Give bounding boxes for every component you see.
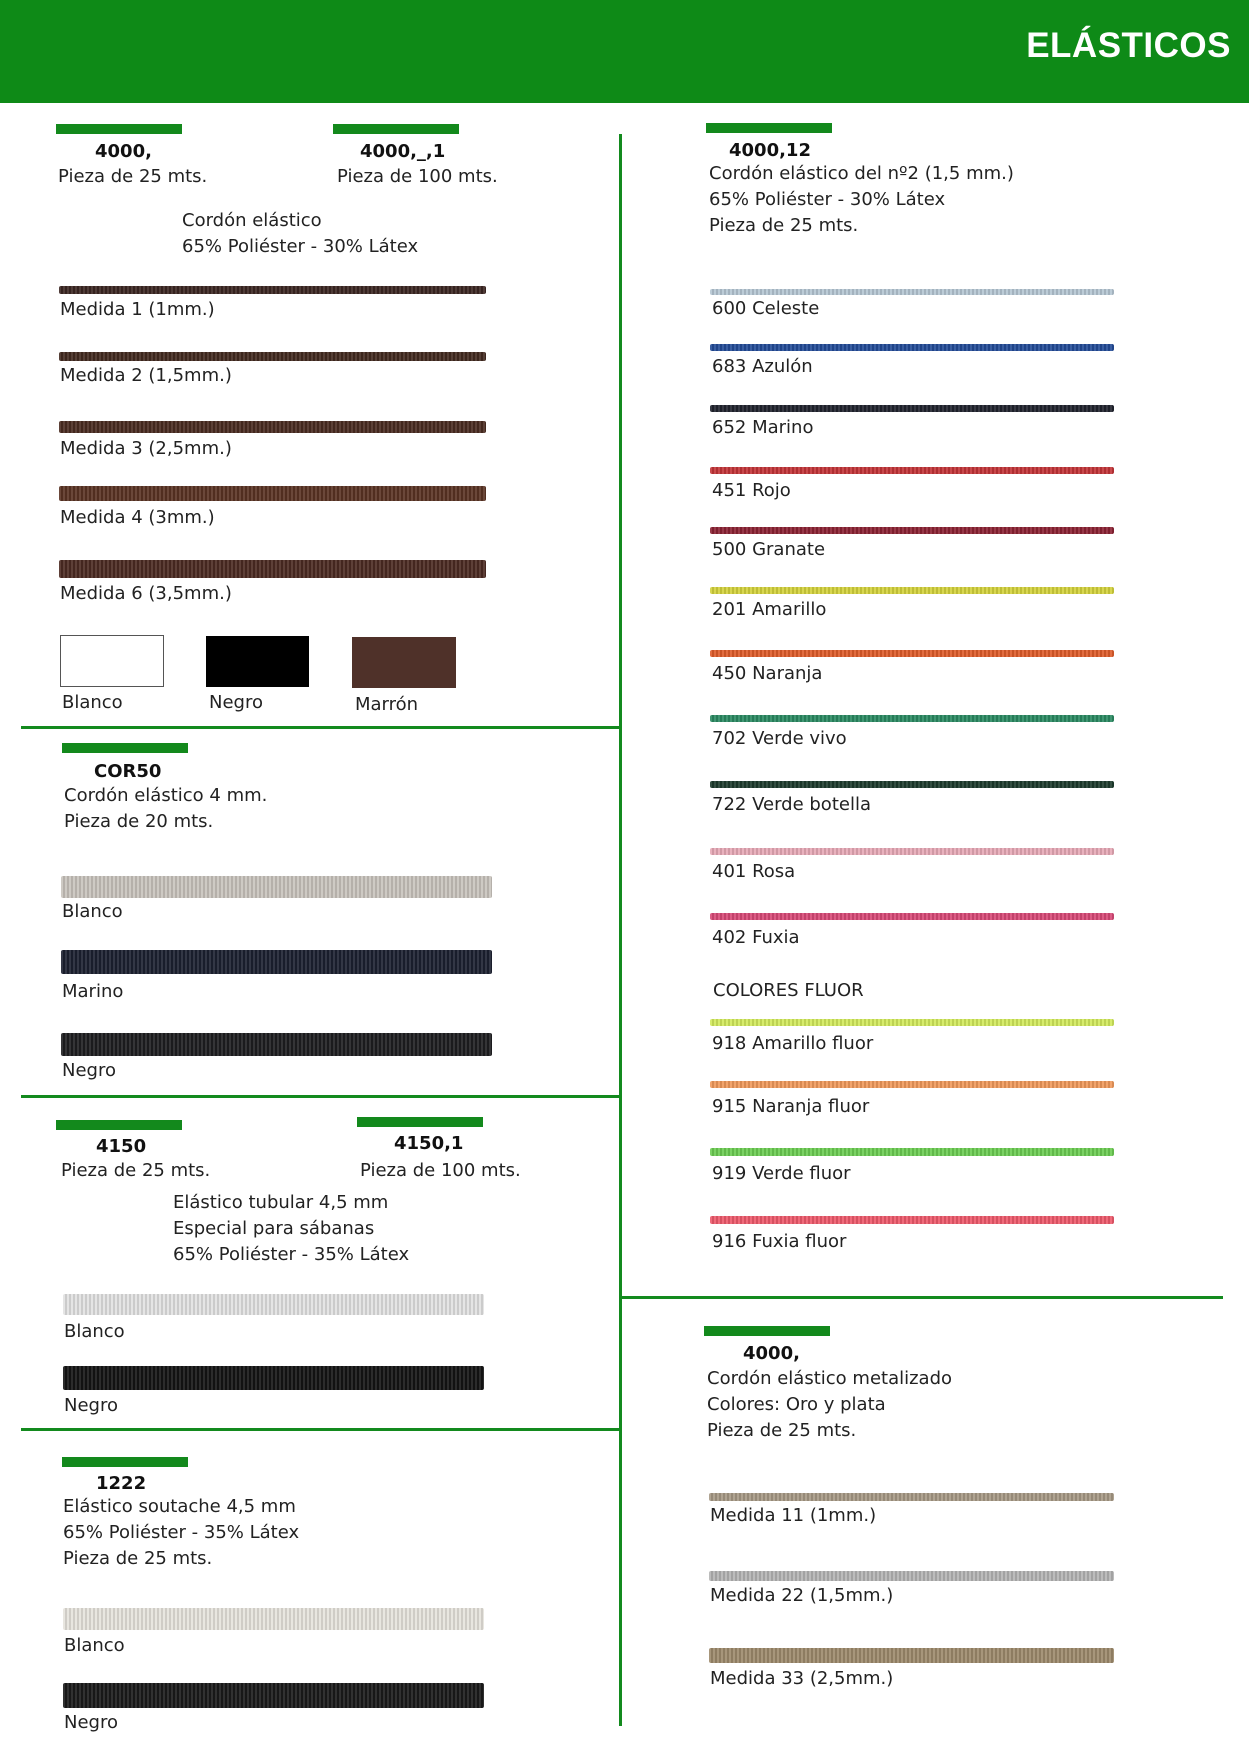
product-code: 4150,1 (394, 1133, 464, 1154)
piece-length: Pieza de 100 mts. (360, 1160, 521, 1181)
section-divider (21, 1095, 621, 1098)
swatch-label: Marrón (355, 694, 419, 715)
cord-label: 916 Fuxia fluor (712, 1231, 847, 1252)
cord-label: 702 Verde vivo (712, 728, 847, 749)
cord-sample (709, 1648, 1114, 1663)
piece-length: Pieza de 20 mts. (64, 811, 214, 832)
piece-length: Pieza de 25 mts. (58, 166, 208, 187)
cord-label: 201 Amarillo (712, 599, 827, 620)
cord-sample (61, 876, 492, 898)
cord-sample (710, 1216, 1114, 1224)
cord-label: Marino (62, 981, 124, 1002)
cord-label: 652 Marino (712, 417, 814, 438)
cord-label: Negro (62, 1060, 116, 1081)
color-swatch-black (206, 636, 309, 687)
section-marker (62, 1457, 188, 1467)
cord-sample (710, 1148, 1114, 1156)
cord-sample (63, 1683, 484, 1708)
cord-sample (59, 352, 486, 361)
page-title: ELÁSTICOS (1026, 26, 1231, 65)
color-swatch-brown (352, 637, 456, 688)
cord-sample (710, 344, 1114, 351)
piece-length: Pieza de 100 mts. (337, 166, 498, 187)
product-description: Cordón elástico del nº2 (1,5 mm.) (709, 163, 1014, 184)
cord-label: 451 Rojo (712, 480, 791, 501)
cord-sample (710, 527, 1114, 534)
cord-label: Blanco (64, 1635, 125, 1656)
cord-label: 722 Verde botella (712, 794, 871, 815)
cord-label: Medida 2 (1,5mm.) (60, 365, 232, 386)
product-description: Cordón elástico 4 mm. (64, 785, 268, 806)
cord-sample (63, 1608, 484, 1630)
cord-label: Medida 11 (1mm.) (710, 1505, 877, 1526)
cord-label: Medida 1 (1mm.) (60, 299, 215, 320)
product-code: 4000,12 (729, 140, 811, 161)
section-divider (21, 726, 621, 729)
column-divider (619, 134, 622, 1726)
section-marker (56, 1120, 182, 1130)
cord-sample (710, 781, 1114, 788)
product-composition: 65% Poliéster - 30% Látex (709, 189, 946, 210)
cord-sample (63, 1366, 484, 1390)
swatch-label: Negro (209, 692, 263, 713)
cord-sample (61, 1033, 492, 1056)
cord-label: Medida 3 (2,5mm.) (60, 438, 232, 459)
product-description: Elástico soutache 4,5 mm (63, 1496, 296, 1517)
product-colors: Colores: Oro y plata (707, 1394, 886, 1415)
cord-sample (59, 560, 486, 578)
section-marker (56, 124, 182, 134)
cord-sample (710, 467, 1114, 474)
product-code: 4000, (95, 141, 152, 162)
section-marker (62, 743, 188, 753)
color-swatch-white (60, 635, 164, 687)
cord-sample (59, 486, 486, 501)
cord-sample (710, 289, 1114, 295)
product-code: COR50 (94, 761, 162, 782)
product-code: 4150 (96, 1136, 147, 1157)
product-composition: 65% Poliéster - 35% Látex (173, 1244, 410, 1265)
cord-sample (61, 950, 492, 974)
cord-label: 918 Amarillo fluor (712, 1033, 874, 1054)
product-description: Cordón elástico (182, 210, 322, 231)
piece-length: Pieza de 25 mts. (707, 1420, 857, 1441)
cord-label: 500 Granate (712, 539, 826, 560)
cord-sample (710, 848, 1114, 855)
product-code: 1222 (96, 1473, 147, 1494)
cord-sample (59, 421, 486, 433)
cord-label: Medida 33 (2,5mm.) (710, 1668, 894, 1689)
product-description: Elástico tubular 4,5 mm (173, 1192, 389, 1213)
section-divider (21, 1428, 621, 1431)
cord-label: 919 Verde fluor (712, 1163, 851, 1184)
section-marker (704, 1326, 830, 1336)
cord-sample (710, 1019, 1114, 1026)
cord-label: Negro (64, 1712, 118, 1733)
cord-label: Negro (64, 1395, 118, 1416)
cord-label: 915 Naranja fluor (712, 1096, 870, 1117)
product-use: Especial para sábanas (173, 1218, 375, 1239)
piece-length: Pieza de 25 mts. (61, 1160, 211, 1181)
cord-sample (710, 405, 1114, 412)
product-code: 4000, (743, 1343, 800, 1364)
piece-length: Pieza de 25 mts. (709, 215, 859, 236)
section-marker (706, 123, 832, 133)
cord-label: 401 Rosa (712, 861, 796, 882)
section-marker (357, 1117, 483, 1127)
cord-sample (710, 1081, 1114, 1088)
cord-label: 402 Fuxia (712, 927, 800, 948)
swatch-label: Blanco (62, 692, 123, 713)
cord-sample (709, 1571, 1114, 1581)
cord-label: Blanco (64, 1321, 125, 1342)
cord-sample (710, 913, 1114, 920)
section-marker (333, 124, 459, 134)
fluor-heading: COLORES FLUOR (713, 980, 864, 1001)
cord-sample (59, 286, 486, 294)
cord-sample (709, 1493, 1114, 1501)
cord-label: 450 Naranja (712, 663, 823, 684)
cord-label: Medida 4 (3mm.) (60, 507, 215, 528)
cord-sample (63, 1294, 484, 1315)
product-description: Cordón elástico metalizado (707, 1368, 953, 1389)
product-code: 4000,_,1 (360, 141, 446, 162)
cord-label: Blanco (62, 901, 123, 922)
section-divider (622, 1296, 1223, 1299)
cord-label: 683 Azulón (712, 356, 813, 377)
cord-label: Medida 22 (1,5mm.) (710, 1585, 894, 1606)
cord-label: 600 Celeste (712, 298, 820, 319)
cord-sample (710, 587, 1114, 594)
product-composition: 65% Poliéster - 30% Látex (182, 236, 419, 257)
product-composition: 65% Poliéster - 35% Látex (63, 1522, 300, 1543)
piece-length: Pieza de 25 mts. (63, 1548, 213, 1569)
cord-label: Medida 6 (3,5mm.) (60, 583, 232, 604)
cord-sample (710, 650, 1114, 657)
cord-sample (710, 715, 1114, 722)
